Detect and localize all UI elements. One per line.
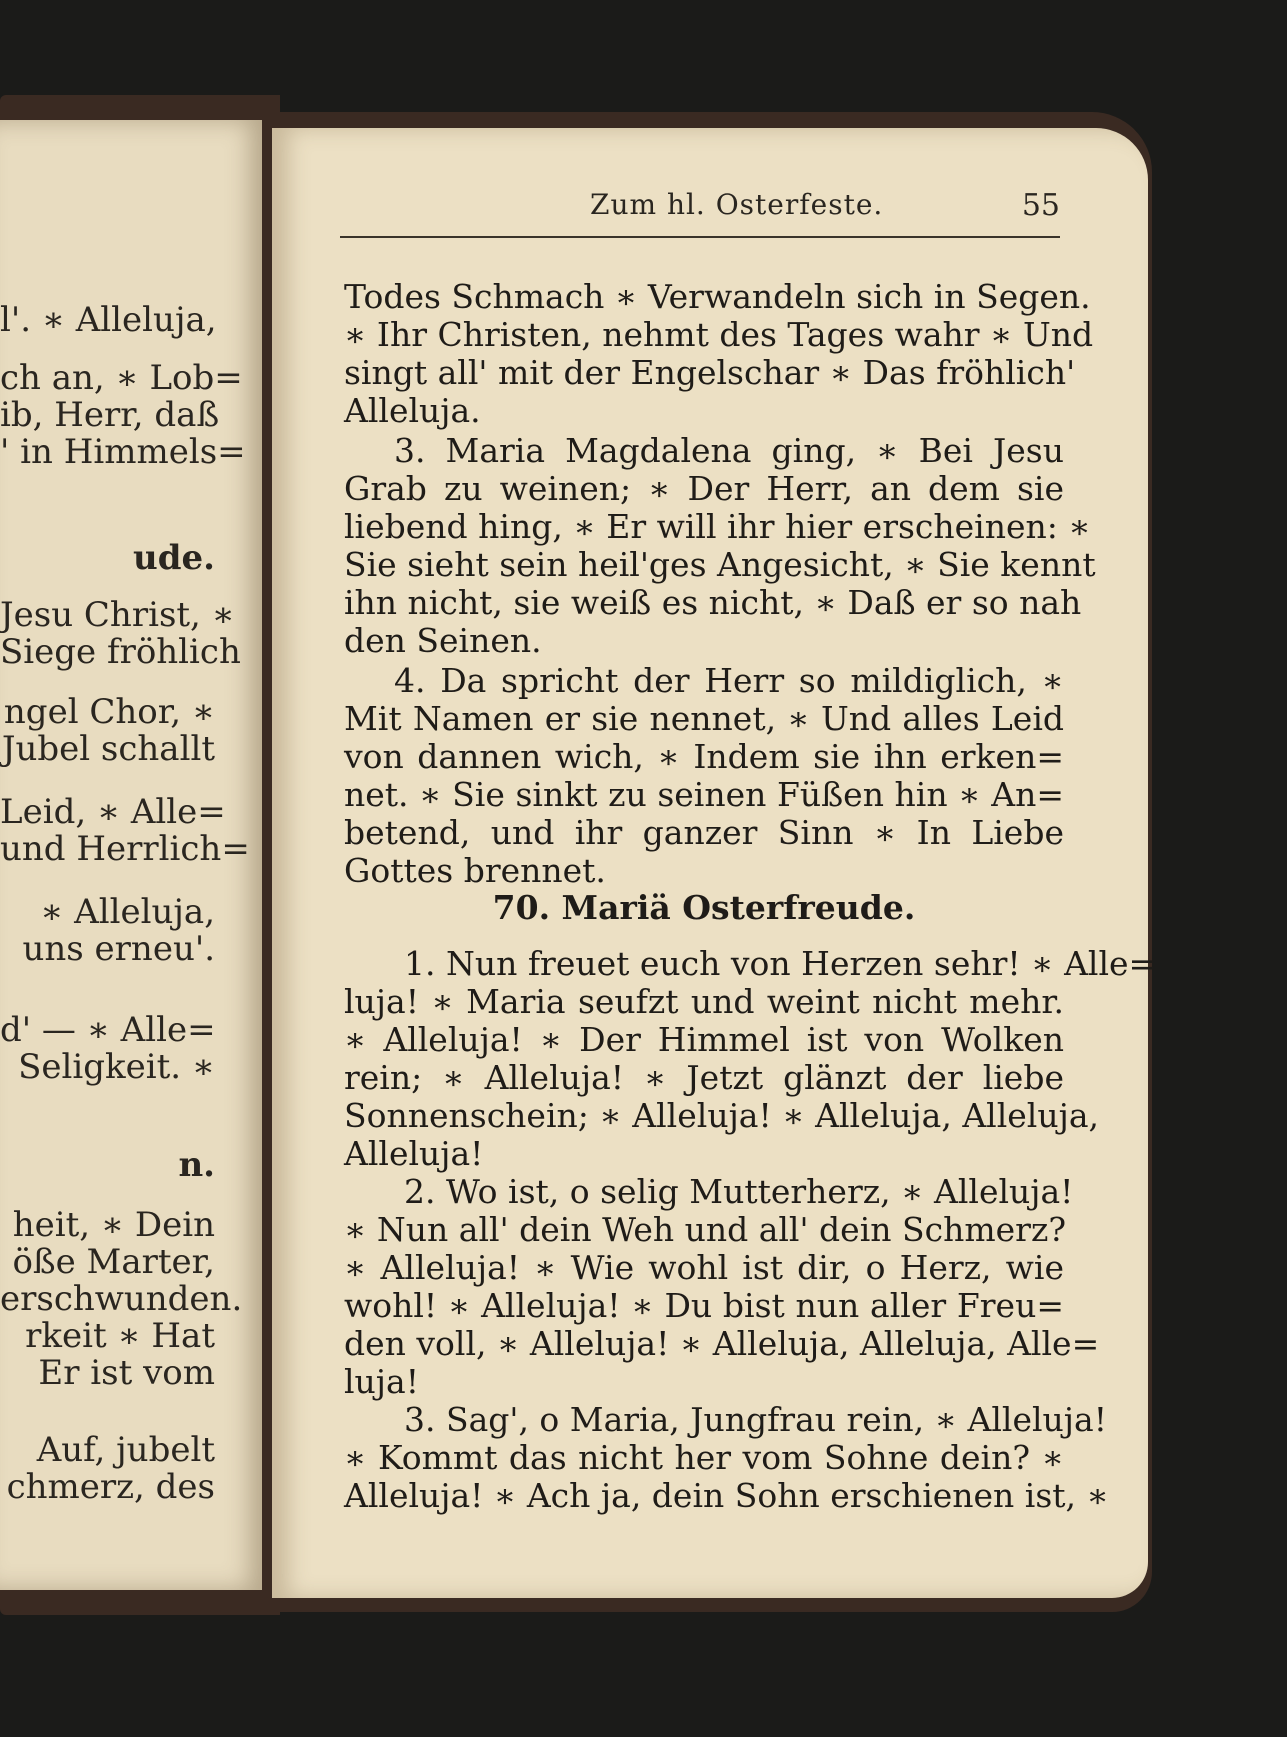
header-rule [340, 236, 1060, 238]
section-heading: 70. Mariä Osterfreude. [492, 888, 916, 927]
text-line: Todes Schmach ∗ Verwandeln sich in Segen. [344, 277, 1091, 316]
text-line: ∗ Kommt das nicht her vom Sohne dein? ∗ [344, 1438, 1064, 1477]
left-text-fragment: l'. ∗ Alleluja, [0, 300, 217, 340]
text-line: ∗ Ihr Christen, nehmt des Tages wahr ∗ Und [344, 315, 1094, 354]
text-line: ∗ Alleluja! ∗ Wie wohl ist dir, o Herz, wie [344, 1248, 1064, 1287]
text-line: Mit Namen er sie nennet, ∗ Und alles Leid [344, 699, 1064, 738]
left-text-fragment: erschwunden. [0, 1279, 243, 1319]
text-line: wohl! ∗ Alleluja! ∗ Du bist nun aller Freu= [344, 1286, 1064, 1325]
text-line: Alleluja! ∗ Ach ja, dein Sohn erschienen ist, ∗ [344, 1476, 1109, 1515]
text-line: betend, und ihr ganzer Sinn ∗ In Liebe [344, 813, 1064, 852]
text-line: ∗ Nun all' dein Weh und all' dein Schmerz? [344, 1210, 1067, 1249]
running-title: Zum hl. Osterfeste. [590, 188, 884, 221]
left-text-fragment: Er ist vom [38, 1353, 215, 1393]
left-text-fragment: ude. [133, 538, 215, 578]
page-number: 55 [1021, 188, 1060, 223]
left-text-fragment: Jesu Christ, ∗ [0, 595, 235, 635]
text-line: Sonnenschein; ∗ Alleluja! ∗ Alleluja, Alleluja, [344, 1096, 1099, 1135]
left-text-fragment: rkeit ∗ Hat [25, 1316, 215, 1356]
text-line: singt all' mit der Engelschar ∗ Das fröhlich' [344, 353, 1076, 392]
text-line: Alleluja! [344, 1134, 484, 1173]
left-text-fragment: ngel Chor, ∗ [3, 692, 215, 732]
page-header [340, 188, 1060, 232]
left-text-fragment: ib, Herr, daß [0, 395, 220, 435]
text-line: 2. Wo ist, o selig Mutterherz, ∗ Alleluja! [404, 1172, 1074, 1211]
left-text-fragment: n. [178, 1145, 215, 1185]
left-text-fragment: ch an, ∗ Lob= [0, 358, 243, 398]
text-line: ihn nicht, sie weiß es nicht, ∗ Daß er so nah [344, 583, 1082, 622]
text-line: von dannen wich, ∗ Indem sie ihn erken= [344, 737, 1064, 776]
left-text-fragment: Siege fröhlich [0, 632, 241, 672]
left-text-fragment: öße Marter, [12, 1242, 215, 1282]
text-line: den Seinen. [344, 621, 542, 660]
left-text-fragment: ∗ Alleluja, [40, 892, 215, 932]
left-text-fragment: Jubel schallt [1, 729, 215, 769]
text-line: 4. Da spricht der Herr so mildiglich, ∗ [394, 661, 1064, 700]
left-text-fragment: chmerz, des [6, 1467, 215, 1507]
left-text-fragment: ' in Himmels= [0, 432, 246, 472]
left-text-fragment: Auf, jubelt [36, 1430, 215, 1470]
left-page [0, 120, 268, 1590]
text-line: Gottes brennet. [344, 851, 606, 890]
text-line: Alleluja. [344, 391, 481, 430]
text-line: Sie sieht sein heil'ges Angesicht, ∗ Sie kennt [344, 545, 1096, 584]
text-line: liebend hing, ∗ Er will ihr hier erscheinen: ∗ [344, 507, 1091, 546]
text-line: den voll, ∗ Alleluja! ∗ Alleluja, Alleluja, Alle= [344, 1324, 1100, 1363]
left-text-fragment: Leid, ∗ Alle= [0, 792, 226, 832]
text-line: ∗ Alleluja! ∗ Der Himmel ist von Wolken [344, 1020, 1064, 1059]
text-line: net. ∗ Sie sinkt zu seinen Füßen hin ∗ An= [344, 775, 1064, 814]
left-text-fragment: d' — ∗ Alle= [0, 1010, 216, 1050]
left-text-fragment: uns erneu'. [22, 929, 215, 969]
text-line: luja! [344, 1362, 419, 1401]
text-line: rein; ∗ Alleluja! ∗ Jetzt glänzt der liebe [344, 1058, 1064, 1097]
left-text-fragment: Seligkeit. ∗ [18, 1047, 215, 1087]
left-text-fragment: heit, ∗ Dein [12, 1205, 215, 1245]
text-line: luja! ∗ Maria seufzt und weint nicht mehr. [344, 982, 1064, 1021]
text-line: Grab zu weinen; ∗ Der Herr, an dem sie [344, 469, 1064, 508]
text-line: 3. Sag', o Maria, Jungfrau rein, ∗ Alleluja! [404, 1400, 1107, 1439]
text-line: 1. Nun freuet euch von Herzen sehr! ∗ Alle= [404, 944, 1157, 983]
text-line: 3. Maria Magdalena ging, ∗ Bei Jesu [394, 431, 1064, 470]
left-text-fragment: und Herrlich= [0, 829, 250, 869]
